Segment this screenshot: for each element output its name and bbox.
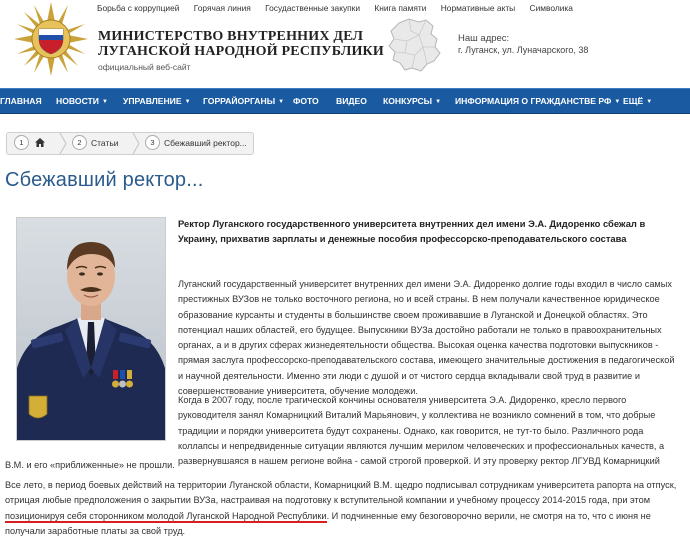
home-icon [35,138,45,147]
top-link-procurement[interactable]: Госудаственные закупки [265,3,361,13]
breadcrumb-label: Статьи [91,138,119,148]
chevron-down-icon: ▼ [102,99,108,105]
top-link-regulations[interactable]: Нормативные акты [440,3,516,13]
nav-district-bodies[interactable] [203,89,284,113]
breadcrumb-step-number: 1 [14,135,29,150]
article-paragraph-2-end: В.М. и его «приближенные» не прошли. [5,460,175,470]
nav-label: ГОРРАЙОРГАНЫ [203,96,276,106]
site-title-line2[interactable]: ЛУГАНСКОЙ НАРОДНОЙ РЕСПУБЛИКИ [98,44,384,59]
site-header [0,0,690,88]
nav-home[interactable] [0,89,42,113]
top-link-memory-book[interactable]: Книга памяти [374,3,427,13]
nav-label: НОВОСТИ [56,96,99,106]
breadcrumb-articles[interactable] [72,133,119,154]
chevron-down-icon: ▼ [435,99,442,105]
chevron-down-icon: ▼ [614,99,621,105]
nav-management[interactable] [123,89,191,113]
nav-contests[interactable] [383,89,441,113]
article-paragraph-3 [5,478,687,539]
address-text: г. Луганск, ул. Луначарского, 38 [458,45,589,55]
top-links [97,3,585,13]
breadcrumb-current [145,133,247,154]
breadcrumb-label: Сбежавший ректор... [164,138,247,148]
breadcrumb-step-number: 3 [145,135,160,150]
highlighted-phrase: позиционируя себя сторонником молодой Луганской Народной Республики [5,510,327,521]
breadcrumb-home[interactable] [14,133,45,154]
main-nav [0,88,690,114]
site-title-line1[interactable]: МИНИСТЕРСТВО ВНУТРЕННИХ ДЕЛ [98,29,364,44]
nav-label: УПРАВЛЕНИЕ [123,96,182,106]
nav-news[interactable] [56,89,108,113]
nav-label: ИНФОРМАЦИЯ О ГРАЖДАНСТВЕ РФ [455,96,612,106]
breadcrumb-step-number: 2 [72,135,87,150]
article-lead: Ректор Луганского государственного университета внутренних дел имени Э.А. Дидоренко сбежал в Украину, прихватив зарплаты и денежные пособия профессорско-преподавательского состава [178,218,646,244]
article-paragraph-1: Луганский государственный университет внутренних дел имени Э.А. Дидоренко долгие годы входил в число самых престижных ВУЗов не только восточного региона, но и всей страны. В нем получали качественное юридическое образование курсанты и студенты в большинстве своем проживавшие в Луганской и Донецкой областях. Это потенциал наших областей, его будущее. Выпускники ВУЗа достойно работали не только в правоохранительных органах, а и в других сферах жизнедеятельности общества. Высокая оценка качества подготовки выпускников - прямая заслуга профессорско-преподавательского состава, имеющего значительные достижения в педагогической и научной деятельности. Именно эти люди с душой и от чистого сердца вкладывали свой труд в развитие и совершенствование университета, обучение молодежи. [178,279,675,397]
chevron-down-icon: ▼ [184,99,191,105]
nav-label: ВИДЕО [336,96,367,106]
nav-label: КОНКУРСЫ [383,96,433,106]
paragraph-text: . И подчиненные ему безоговорочно верили, не смотря на то, что с июня не получали заработные платы за свой труд. [5,510,651,536]
breadcrumb [6,132,254,155]
region-map-icon [385,17,445,73]
chevron-down-icon: ▼ [646,99,653,105]
site-subtitle: официальный веб-сайт [98,62,191,72]
nav-label: ФОТО [293,96,319,106]
breadcrumb-separator [59,133,67,154]
article-paragraph-2: Когда в 2007 году, после трагической кончины основателя университета Э.А. Дидоренко, кресло первого руководителя занял Комарницкий Виталий Марьянович, у коллектива не возникло сомнений в том, что добрые традиции и порядки университета будут сохранены. Однако, как говорится, не тут-то было. Различного рода коллапсы и непредвиденные ситуации являются лучшим мерилом человеческих и профессиональных качеств, а развернувшаяся в нашем регионе война - самой строгой проверкой. И эту проверку ректор ЛГУВД Комарницкий [178,395,665,467]
article-photo [16,217,166,441]
address-label: Наш адрес: [458,33,510,44]
top-link-hotline[interactable]: Горячая линия [193,3,251,13]
nav-photo[interactable] [293,89,319,113]
nav-label: ГЛАВНАЯ [0,96,42,106]
nav-label: ЕЩЁ [623,96,644,106]
nav-video[interactable] [336,89,367,113]
chevron-down-icon: ▼ [278,99,285,105]
page-title: Сбежавший ректор... [5,169,204,191]
nav-more[interactable] [623,89,652,113]
paragraph-text: Все лето, в период боевых действий на территории Луганской области, Комарницкий В.М. щедро подписывал сотрудникам университета рапорта на отпуск, отрицая любые предположения о закрытии ВУЗа, настраивая на подготовку к вступительной компании и учебному процессу 2014-2015 года, при этом [5,480,677,506]
ministry-emblem-icon[interactable] [14,2,88,76]
top-link-symbols[interactable]: Символика [529,3,573,13]
breadcrumb-separator [132,133,140,154]
nav-citizenship-info[interactable] [455,89,620,113]
top-link-corruption[interactable]: Борьба с коррупцией [97,3,180,13]
